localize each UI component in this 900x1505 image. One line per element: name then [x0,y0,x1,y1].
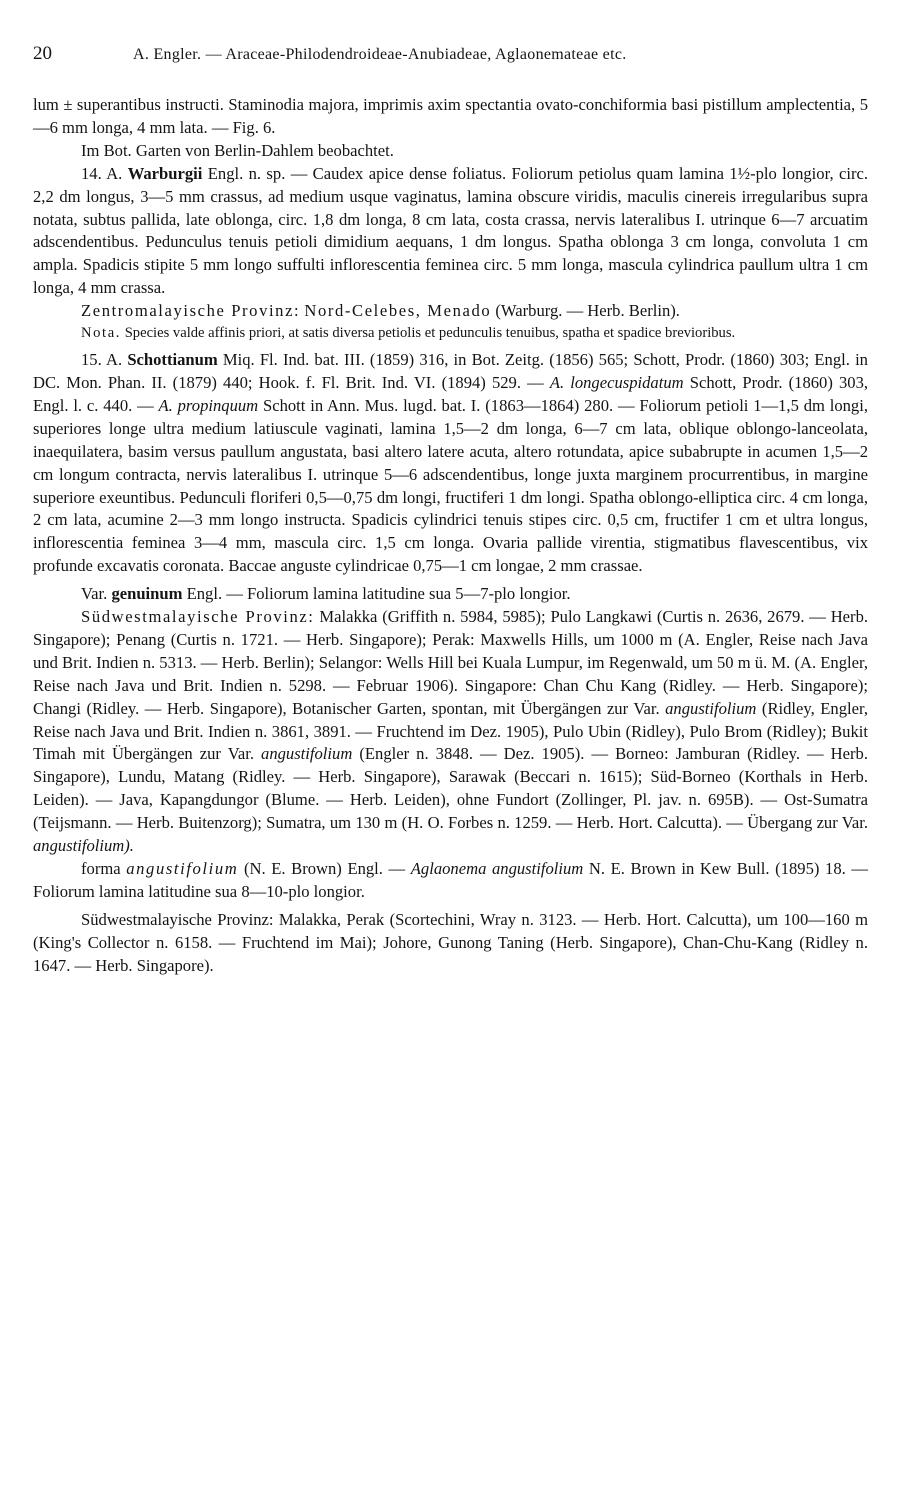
variety-name: genuinum [111,584,183,604]
forma-description: N. E. Brown in Kew Bull. (1895) 18. — Foliorum lamina latitudine sua 8—10-plo longior. [33,859,868,901]
localities-text: Malakka (Griffith n. 5984, 5985); Pulo Langkawi (Curtis n. 2636, 2679. — Herb. Singapore); Penang (Curtis n. 1721. — Herb. Singapore); Perak: Maxwells Hills, um 1000 m (A. Engler, Reise nach Java und Brit. Indien n. 5313. — Herb. Berlin); Selangor: Wells Hill bei Kuala Lumpur, im Regenwald, um 50 m ü. M. (A. Engler, Reise nach Java und Brit. Indien n. 5298. — Februar 1906). Singapore: Chan Chu Kang (Ridley. — Herb. Singapore); Changi (Ridley. — Herb. Singapore), Botanischer Garten, spontan, mit Übergängen zur Var. [33,607,869,718]
forma-synonym: Aglaonema angustifolium [410,859,584,878]
variety-description: Engl. — Foliorum lamina latitudine sua 5—7-plo longior. [186,584,571,604]
forma-angustifolium-localities [33,909,868,978]
province-label: Südwestmalayische Provinz: [81,909,274,929]
species-14-locality [33,300,868,323]
variety-reference: angustifolium). [33,836,134,856]
species-14-entry [33,163,868,300]
synonym-propinquum: A. propinquum [158,395,259,415]
paragraph-continuation: lum ± superantibus instructi. Staminodia majora, imprimis axim spectantia ovato-conchiformia basi pistillum amplectentia, 5—6 mm longa, 4 mm lata. — Fig. 6. [33,95,868,137]
variety-genuinum-localities [33,606,868,858]
localities-text: Malakka, Perak (Scortechini, Wray n. 3123. — Herb. Hort. Calcutta), um 100—160 m (King's Collector n. 6158. — Fruchtend im Mai); Johore, Gunong Taning (Herb. Singapore), Chan-Chu-Kang (Ridley n. 1647. — Herb. Singapore). [33,909,869,975]
nota-text: Species valde affinis priori, at satis diversa petiolis et pedunculis tenuibus, spatha et spadice brevioribus. [124,325,736,342]
localities-text-2: (Ridley, Engler, Reise nach Java und Brit. Indien n. 3861, 3891. — Fruchtend im Dez. 1905), Pulo Ubin (Ridley), Pulo Brom (Ridley); Bukit Timah mit Übergängen zur Var. [33,698,868,764]
province-label: Zentromalayische Provinz: [81,301,301,321]
species-15-description: Schott in Ann. Mus. lugd. bat. I. (1863—1864) 280. — Foliorum petioli 1—1,5 dm longi, superiores longe ultra medium latiuscule vaginati, lamina 1,5—2 dm longa, 6—7 cm lata, oblique oblongo-lanceolata, inaequilatera, basim versus paullum angustata, basi altero latere acuta, altero rotundata, apice subabrupte in acumen 1,5—2 cm longum contracta, nervis lateralibus I. utrinque 5—6 adscendentibus, longe juxta marginem procurrentibus, in margine superiore exeuntibus. Pedunculi floriferi 0,5—0,75 dm longi, fructiferi 1 dm longi. Spatha oblongo-elliptica circ. 4 cm longa, 2 cm lata, acumine 2—3 mm longo instructa. Spadicis cylindrici tenuis stipes circ. 0,5 cm, fructifer 1 cm et ultra longus, inflorescentia feminea 3—4 mm, mascula circ. 1,5 cm longa. Ovaria pallide virentia, stigmatibus flavescentibus, vix profunde excavatis coronata. Baccae anguste cylindricae 0,75—1 cm longae, 2 mm crassae. [33,395,868,576]
forma-name: angustifolium [126,859,239,878]
species-14-description: Engl. n. sp. — Caudex apice dense foliatus. Foliorum petiolus quam lamina 1½-plo longior, circ. 2,2 dm longus, 3—5 mm crassus, ad medium usque vaginatus, lamina obscure viridis, maculis cinereis irregularibus supra notata, subtus pallida, late oblonga, circ. 1,8 dm longa, 8 cm lata, costa crassa, nervis lateralibus I. utrinque 6—7 arcuatim adscendentibus. Pedunculus tenuis petioli dimidium aequans, 1 dm longus. Spatha oblonga 3 cm longa, convoluta 1 cm ampla. Spadicis stipite 5 mm longo suffulti inflorescentia feminea circ. 5 mm longa, mascula cylindrica paullum ultra 1 cm longa, 4 mm crassa. [33,163,868,298]
nota-paragraph [33,323,868,344]
forma-author: (N. E. Brown) Engl. — [243,859,406,878]
species-15-number: 15. A. [81,350,123,370]
variety-reference: angustifolium [665,698,757,718]
species-15-name: Schottianum [127,350,218,370]
variety-genuinum-entry [33,583,868,606]
species-15-references: Miq. Fl. Ind. bat. III. (1859) 316, in Bot. Zeitg. (1856) 565; Schott, Prodr. (1860) 303; Engl. in DC. Mon. Phan. II. (1879) 440; Hook. f. Fl. Brit. Ind. VI. (1894) 529. — [33,350,868,392]
locality-collector: (Warburg. — Herb. Berlin). [495,301,680,321]
running-title: A. Engler. — Araceae-Philodendroideae-Anubiadeae, Aglaonemateae etc. [133,46,627,63]
species-15-entry [33,349,868,578]
synonym-longecuspidatum: A. longecuspidatum [549,372,684,392]
locality-name: Nord-Celebes, Menado [304,301,492,321]
species-14-number: 14. A. [81,163,123,183]
page-header [33,44,868,65]
species-14-name: Warburgii [127,163,203,183]
page-number: 20 [33,43,52,64]
localities-text-3: (Engler n. 3848. — Dez. 1905). — Borneo: Jamburan (Ridley. — Herb. Singapore), Lundu, Matang (Ridley. — Herb. Singapore), Sarawak (Beccari n. 1615); Süd-Borneo (Korthals in Herb. Leiden). — Java, Kapangdungor (Blume. — Herb. Leiden), ohne Fundort (Zollinger, Pl. jav. n. 695B). — Ost-Sumatra (Teijsmann. — Herb. Buitenzorg); Sumatra, um 130 m (H. O. Forbes n. 1259. — Herb. Hort. Calcutta). — Übergang zur Var. [33,744,868,833]
forma-angustifolium-entry [33,858,868,904]
variety-label: Var. [81,584,108,604]
paragraph-cultivation-note: Im Bot. Garten von Berlin-Dahlem beobachtet. [81,140,394,160]
species-15-references-2: Schott, Prodr. (1860) 303, Engl. l. c. 440. — [33,372,869,415]
nota-label: Nota. [81,325,122,342]
forma-label: forma [81,859,121,878]
province-label: Südwestmalayische Provinz: [81,607,315,627]
variety-reference: angustifolium [261,744,353,764]
